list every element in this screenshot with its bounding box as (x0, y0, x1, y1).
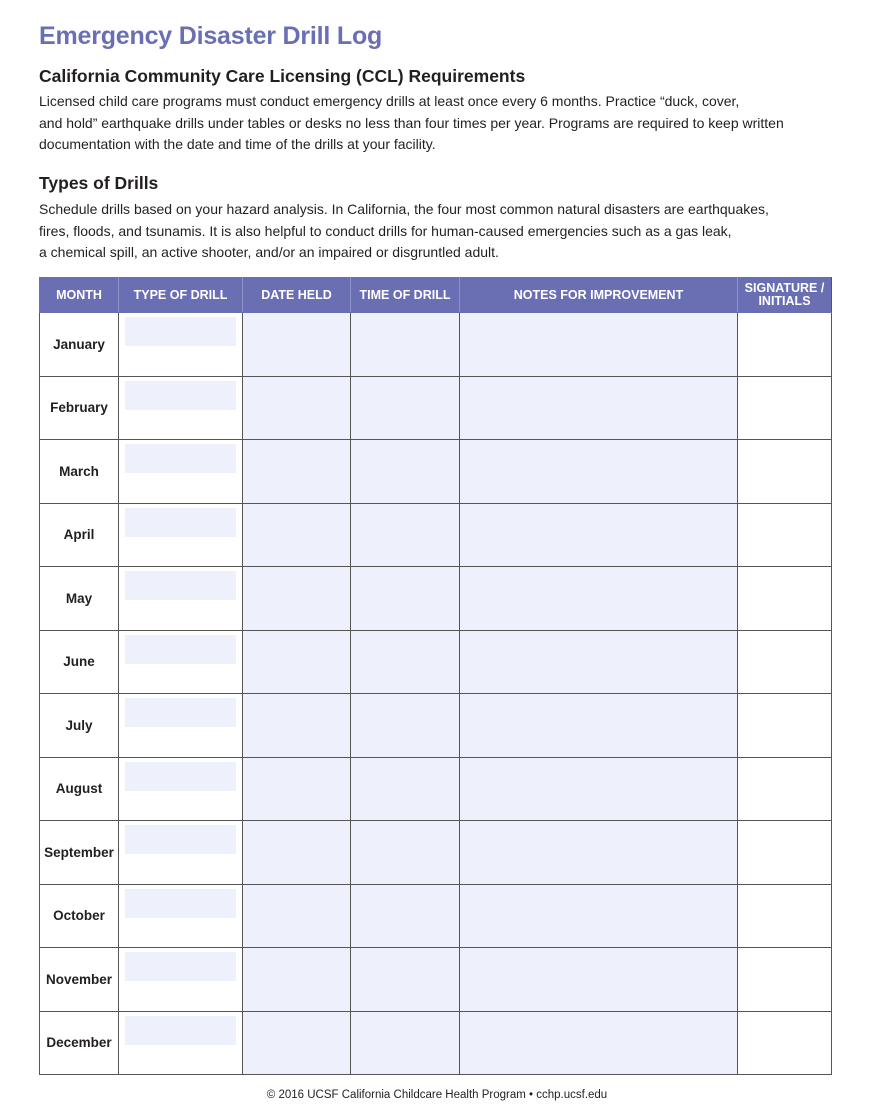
time-of-drill-field[interactable] (351, 1011, 460, 1075)
notes-field[interactable] (460, 821, 738, 885)
date-held-field[interactable] (243, 694, 351, 758)
table-row (40, 1011, 832, 1075)
type-of-drill-field[interactable] (119, 503, 243, 567)
notes-field[interactable] (460, 630, 738, 694)
date-held-field[interactable] (243, 440, 351, 504)
table-row (40, 884, 832, 948)
month-cell: February (40, 376, 119, 440)
notes-field[interactable] (460, 757, 738, 821)
type-of-drill-input-box[interactable] (125, 381, 236, 410)
date-held-field[interactable] (243, 757, 351, 821)
date-held-field[interactable] (243, 503, 351, 567)
time-of-drill-field[interactable] (351, 694, 460, 758)
month-cell: October (40, 884, 119, 948)
column-header-month: MONTH (40, 278, 119, 313)
column-header-time-of-drill: TIME OF DRILL (351, 278, 460, 313)
table-row (40, 567, 832, 631)
time-of-drill-field[interactable] (351, 376, 460, 440)
type-of-drill-input-box[interactable] (125, 508, 236, 537)
signature-field[interactable] (738, 630, 832, 694)
type-of-drill-field[interactable] (119, 948, 243, 1012)
time-of-drill-field[interactable] (351, 313, 460, 377)
time-of-drill-field[interactable] (351, 948, 460, 1012)
date-held-field[interactable] (243, 376, 351, 440)
date-held-field[interactable] (243, 884, 351, 948)
types-text-line: fires, floods, and tsunamis. It is also helpful to conduct drills for human-caused emergencies such as a gas leak, (39, 222, 732, 239)
date-held-field[interactable] (243, 567, 351, 631)
month-cell: March (40, 440, 119, 504)
date-held-field[interactable] (243, 630, 351, 694)
table-row (40, 821, 832, 885)
signature-field[interactable] (738, 1011, 832, 1075)
signature-field[interactable] (738, 440, 832, 504)
type-of-drill-field[interactable] (119, 694, 243, 758)
type-of-drill-input-box[interactable] (125, 889, 236, 918)
types-text-line: Schedule drills based on your hazard analysis. In California, the four most common natural disasters are earthquakes, (39, 201, 769, 217)
type-of-drill-input-box[interactable] (125, 1016, 236, 1045)
time-of-drill-field[interactable] (351, 884, 460, 948)
table-row (40, 440, 832, 504)
table-row (40, 376, 832, 440)
date-held-field[interactable] (243, 1011, 351, 1075)
type-of-drill-field[interactable] (119, 757, 243, 821)
date-held-field[interactable] (243, 821, 351, 885)
table-row (40, 313, 832, 377)
notes-field[interactable] (460, 440, 738, 504)
type-of-drill-field[interactable] (119, 630, 243, 694)
notes-field[interactable] (460, 567, 738, 631)
table-row (40, 757, 832, 821)
month-cell: August (40, 757, 119, 821)
type-of-drill-input-box[interactable] (125, 698, 236, 727)
drill-log-table (39, 277, 832, 1075)
ccl-requirements-text (39, 91, 839, 156)
drill-log-body (40, 313, 832, 1075)
time-of-drill-field[interactable] (351, 503, 460, 567)
month-cell: September (40, 821, 119, 885)
time-of-drill-field[interactable] (351, 821, 460, 885)
type-of-drill-field[interactable] (119, 884, 243, 948)
date-held-field[interactable] (243, 313, 351, 377)
type-of-drill-input-box[interactable] (125, 317, 236, 346)
ccl-requirements-heading: California Community Care Licensing (CCL) Requirements (39, 66, 526, 86)
notes-field[interactable] (460, 313, 738, 377)
month-cell: November (40, 948, 119, 1012)
date-held-field[interactable] (243, 948, 351, 1012)
month-cell: July (40, 694, 119, 758)
signature-field[interactable] (738, 821, 832, 885)
signature-field[interactable] (738, 884, 832, 948)
notes-field[interactable] (460, 1011, 738, 1075)
signature-field[interactable] (738, 313, 832, 377)
month-cell: April (40, 503, 119, 567)
type-of-drill-field[interactable] (119, 1011, 243, 1075)
notes-field[interactable] (460, 884, 738, 948)
table-row (40, 948, 832, 1012)
month-cell: June (40, 630, 119, 694)
type-of-drill-field[interactable] (119, 313, 243, 377)
month-cell: December (40, 1011, 119, 1075)
signature-field[interactable] (738, 948, 832, 1012)
notes-field[interactable] (460, 503, 738, 567)
time-of-drill-field[interactable] (351, 440, 460, 504)
table-row (40, 694, 832, 758)
type-of-drill-input-box[interactable] (125, 635, 236, 664)
type-of-drill-input-box[interactable] (125, 444, 236, 473)
column-header-signature: SIGNATURE / INITIALS (738, 278, 832, 313)
types-of-drills-text (39, 199, 839, 264)
signature-field[interactable] (738, 503, 832, 567)
signature-field[interactable] (738, 376, 832, 440)
table-row (40, 503, 832, 567)
type-of-drill-input-box[interactable] (125, 571, 236, 600)
footer-copyright: © 2016 UCSF California Childcare Health Program • cchp.ucsf.edu (266, 1089, 608, 1101)
ccl-text-line: documentation with the date and time of the drills at your facility. (39, 136, 436, 152)
type-of-drill-field[interactable] (119, 440, 243, 504)
column-header-type-of-drill: TYPE OF DRILL (119, 278, 243, 313)
table-row (40, 630, 832, 694)
time-of-drill-field[interactable] (351, 630, 460, 694)
ccl-text-line: and hold” earthquake drills under tables or desks no less than four times per year. Programs are required to keep written (39, 114, 784, 131)
notes-field[interactable] (460, 694, 738, 758)
types-of-drills-heading: Types of Drills (39, 173, 159, 193)
column-header-date-held: DATE HELD (243, 278, 351, 313)
ccl-text-line: Licensed child care programs must conduct emergency drills at least once every 6 months. Practice “duck, cover, (39, 93, 740, 109)
type-of-drill-field[interactable] (119, 376, 243, 440)
month-cell: January (40, 313, 119, 377)
type-of-drill-input-box[interactable] (125, 825, 236, 854)
type-of-drill-field[interactable] (119, 567, 243, 631)
types-text-line: a chemical spill, an active shooter, and/or an impaired or disgruntled adult. (39, 244, 499, 260)
type-of-drill-field[interactable] (119, 821, 243, 885)
time-of-drill-field[interactable] (351, 757, 460, 821)
page-title: Emergency Disaster Drill Log (39, 22, 383, 50)
time-of-drill-field[interactable] (351, 567, 460, 631)
column-header-notes: NOTES FOR IMPROVEMENT (460, 278, 738, 313)
type-of-drill-input-box[interactable] (125, 762, 236, 791)
type-of-drill-input-box[interactable] (125, 952, 236, 981)
signature-field[interactable] (738, 757, 832, 821)
table-header-row (40, 278, 832, 313)
signature-field[interactable] (738, 694, 832, 758)
month-cell: May (40, 567, 119, 631)
signature-field[interactable] (738, 567, 832, 631)
notes-field[interactable] (460, 948, 738, 1012)
notes-field[interactable] (460, 376, 738, 440)
